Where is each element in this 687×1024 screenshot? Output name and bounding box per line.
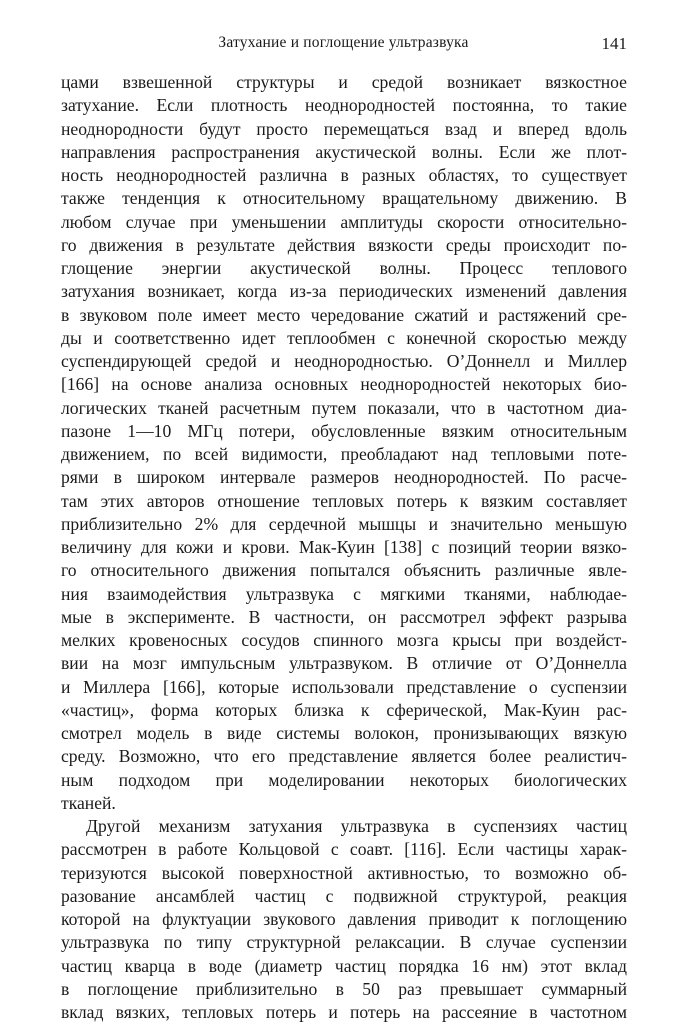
text-line: рассмотрен в работе Кольцовой с соавт. [116]. Если частицы харак- (61, 839, 627, 860)
paragraph (61, 815, 627, 1024)
text-line: ния взаимодействия ультразвука с мягкими тканями, наблюдае- (61, 583, 627, 604)
running-title: Затухание и поглощение ультразвука (218, 34, 469, 51)
text-line: движением, по всей видимости, преобладают над тепловыми поте- (61, 444, 627, 464)
text-line: которой на флуктуации звукового давления приводит к поглощению (61, 909, 627, 929)
text-line: рями в широком интервале размеров неоднородностей. По расче- (61, 467, 627, 488)
text-line: мелких кровеносных сосудов спинного мозга крысы при воздейст- (61, 630, 627, 650)
text-line: Другой механизм затухания ультразвука в суспензиях частиц (86, 816, 627, 836)
text-line: ным подходом при моделировании некоторых биологических (61, 769, 627, 790)
text-line: [166] на основе анализа основных неоднородностей некоторых био- (61, 374, 627, 395)
text-line: ды и соответственно идет теплообмен с конечной скоростью между (61, 327, 627, 348)
text-line: суспендирующей средой и неоднородностью. О’Доннелл и Миллер (61, 351, 627, 371)
text-line: ность неоднородностей различна в разных областях, то существует (61, 165, 627, 185)
running-head (60, 34, 627, 56)
text-line: го относительного движения попытался объяснить различные явле- (61, 560, 627, 581)
text-line: теризуются высокой поверхностной активностью, то возможно об- (61, 862, 627, 883)
text-line: также тенденция к относительному вращательному движению. В (61, 188, 627, 209)
text-line: там этих авторов отношение тепловых потерь к вязким составляет (61, 490, 627, 511)
text-line: логических тканей расчетным путем показали, что в частотном диа- (61, 397, 627, 418)
text-line: разование ансамблей частиц с подвижной структурой, реакция (61, 885, 627, 906)
text-line: «частиц», форма которых близка к сферической, Мак-Куин рас- (61, 699, 627, 720)
text-line: и Миллера [166], которые использовали представление о суспензии (61, 676, 627, 697)
text-line: любом случае при уменьшении амплитуды скорости относительно- (61, 211, 627, 232)
paragraph (61, 71, 627, 815)
text-line: частиц кварца в воде (диаметр частиц порядка 16 нм) этот вклад (61, 955, 627, 976)
body-text (61, 71, 627, 1024)
text-line: мые в эксперименте. В частности, он рассмотрел эффект разрыва (61, 606, 627, 627)
text-line: цами взвешенной структуры и средой возникает вязкостное (61, 72, 627, 92)
text-line: пазоне 1—10 МГц потери, обусловленные вязким относительным (61, 420, 627, 441)
text-line: вклад вязких, тепловых потерь и потерь на рассеяние в частотном (61, 1002, 627, 1022)
text-line: среду. Возможно, что его представление является более реалистич- (61, 746, 627, 767)
text-line: затухания возникает, когда из-за периодических изменений давления (61, 281, 627, 302)
text-line: вии на мозг импульсным ультразвуком. В отличие от О’Доннелла (61, 653, 627, 674)
text-line: приблизительно 2% для сердечной мышцы и значительно меньшую (61, 513, 627, 534)
text-line: в поглощение приблизительно в 50 раз превышает суммарный (61, 978, 627, 999)
text-line: го движения в результате действия вязкости среды происходит по- (61, 234, 627, 255)
page-number: 141 (601, 34, 627, 53)
text-line: в звуковом поле имеет место чередование сжатий и растяжений сре- (61, 304, 627, 325)
text-line: тканей. (61, 792, 116, 813)
text-line: величину для кожи и крови. Мак-Куин [138] с позиций теории вязко- (61, 537, 627, 557)
text-line: смотрел модель в виде системы волокон, пронизывающих вязкую (61, 723, 627, 743)
text-line: глощение энергии акустической волны. Процесс теплового (61, 258, 627, 278)
text-line: направления распространения акустической волны. Если же плот- (61, 141, 627, 162)
text-line: неоднородности будут просто перемещаться взад и вперед вдоль (61, 118, 627, 139)
text-line: ультразвука по типу структурной релаксации. В случае суспензии (61, 932, 627, 953)
text-line: затухание. Если плотность неоднородностей постоянна, то такие (61, 95, 627, 116)
